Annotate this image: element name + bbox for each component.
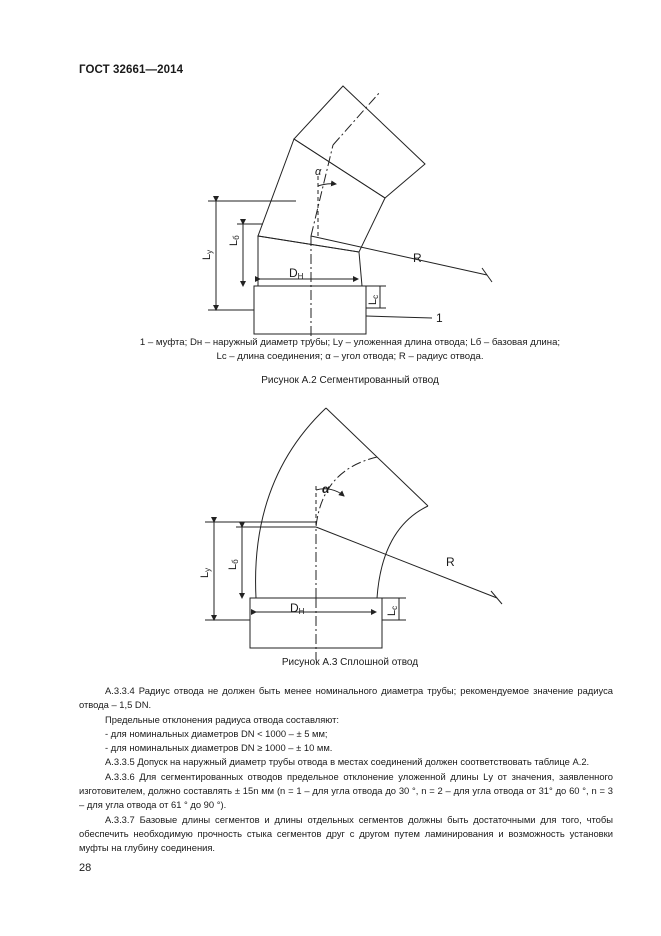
ly-label-a2: Ly	[201, 249, 214, 260]
lb-label-a3: Lб	[227, 559, 240, 570]
lc-label-a3: Lc	[386, 605, 399, 616]
dn-label-a2: DH	[289, 266, 304, 281]
paragraph-a335: А.3.3.5 Допуск на наружный диаметр трубы отвода в местах соединений должен соответствовать таблице А.2.	[105, 756, 590, 768]
r-label-a2: R	[413, 251, 422, 265]
dn-label-a3: DH	[290, 601, 305, 616]
figure-a2-legend	[60, 336, 640, 364]
coupling-number-label: 1	[436, 311, 443, 325]
ly-label-a3: Ly	[199, 567, 212, 578]
figure-a2-caption: Рисунок А.2 Сегментированный отвод	[261, 375, 439, 386]
list-item-dn-less: - для номинальных диаметров DN < 1000 – ± 5 мм;	[105, 727, 328, 739]
bend-segment-3	[294, 86, 425, 198]
bend-inner-wall	[256, 408, 326, 598]
paragraph-a336: А.3.3.6 Для сегментированных отводов предельное отклонение уложенной длины Lу от значения, заявленного изготовителем, должно составлять ± 15n мм (n = 1 – для угла отвода до 30 °, n = 2 – для угла отвода от 31° до 60 °, n = 3 – для угла отвода от 61 ° до 90 °).	[79, 770, 613, 811]
lb-label-a2: Lб	[228, 235, 241, 246]
legend-line-2: Lс – длина соединения; α – угол отвода; R – радиус отвода.	[216, 351, 484, 362]
r-label-a3: R	[446, 555, 455, 569]
paragraph-a334: А.3.3.4 Радиус отвода не должен быть менее номинального диаметра трубы; рекомендуемое значение радиуса отвода – 1,5 DN.	[79, 685, 613, 711]
lc-label-a2: Lc	[367, 294, 380, 305]
paragraph-deviations: Предельные отклонения радиуса отвода составляют:	[105, 713, 340, 725]
segmented-bend-drawing	[208, 86, 492, 344]
paragraph-a337: А.3.3.7 Базовые длины сегментов и длины отдельных сегментов должны быть достаточными для того, чтобы обеспечить необходимую прочность стыка сегментов друг с другом путем ламинирования и возможность установки муфты на глубину соединения.	[79, 813, 613, 854]
alpha-label-a2: α	[315, 166, 322, 178]
alpha-label-a3: α	[322, 482, 330, 496]
list-item-dn-greater: - для номинальных диаметров DN ≥ 1000 – ± 10 мм.	[105, 742, 333, 754]
solid-bend-drawing	[205, 408, 502, 660]
coupling-outline	[254, 286, 366, 334]
body-text	[79, 684, 613, 856]
legend-line-1: 1 – муфта; Dн – наружный диаметр трубы; Lу – уложенная длина отвода; Lб – базовая длина;	[139, 337, 561, 348]
bend-outer-wall	[377, 506, 428, 598]
figure-a3-caption: Рисунок А.3 Сплошной отвод	[281, 657, 419, 668]
page-number: 28	[79, 862, 92, 874]
bend-segment-2	[258, 139, 385, 252]
standard-header: ГОСТ 32661—2014	[79, 64, 184, 76]
